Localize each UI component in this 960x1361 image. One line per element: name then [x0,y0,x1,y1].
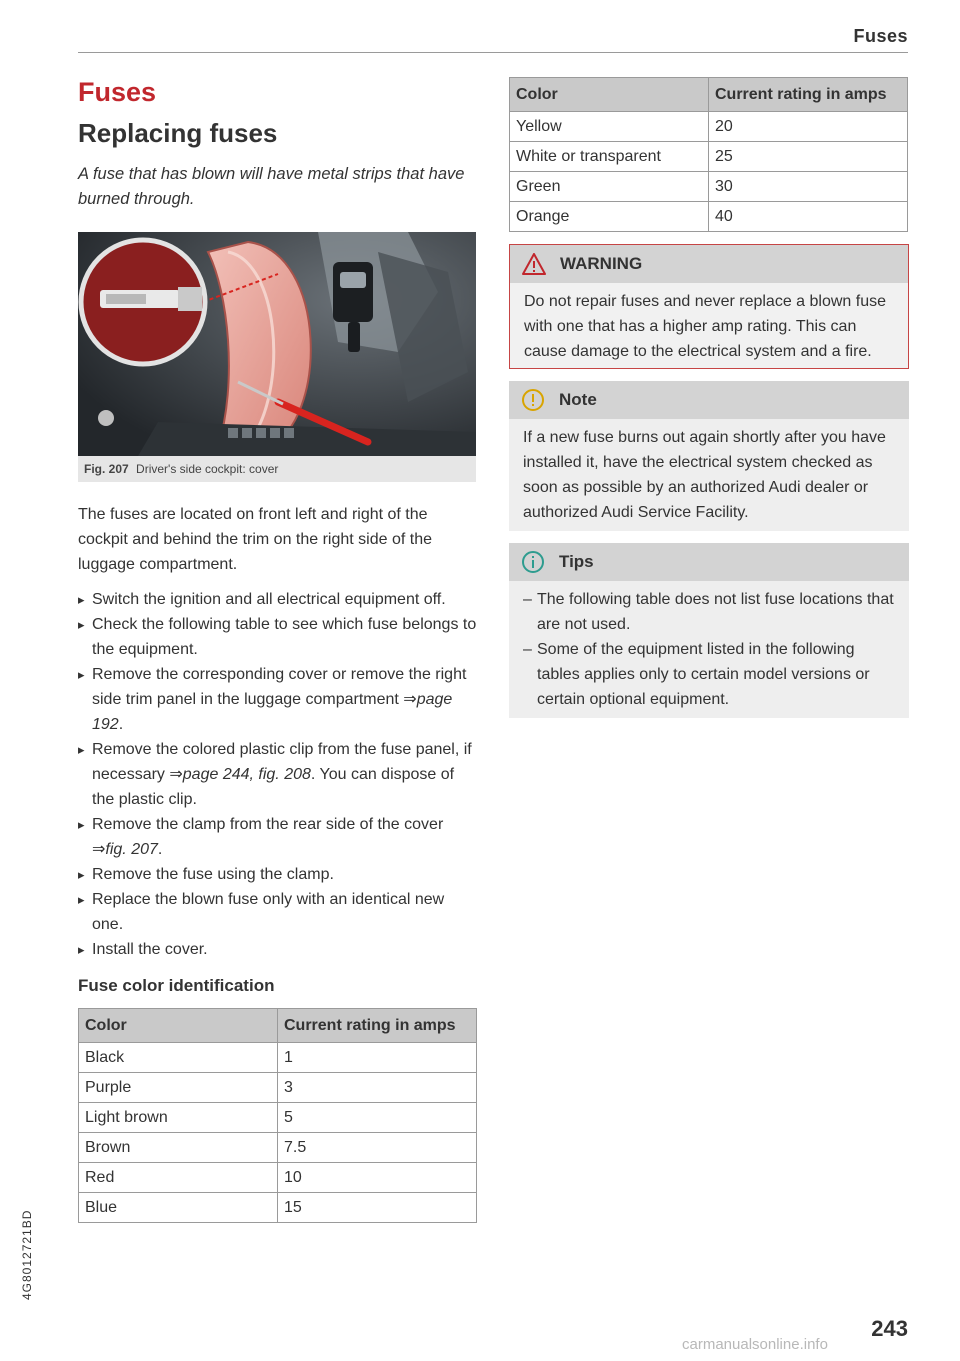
figure-label: Fig. 207 [84,462,129,476]
chapter-title: Fuses [78,77,157,107]
header-rule [78,52,908,53]
table-row: White or transparent 25 [510,142,908,172]
table-header-row [510,78,908,112]
figure-caption-text: Driver's side cockpit: cover [136,462,279,476]
table-row: Orange 40 [510,202,908,232]
lead-text: A fuse that has blown will have metal strips that have burned through. [78,165,465,208]
section-title: Replacing fuses [78,118,278,148]
figure-link[interactable]: ⇒fig. 207 [92,841,158,858]
table-row: Yellow 20 [510,112,908,142]
cockpit-cover-illustration [78,232,476,456]
tips-list [523,587,895,712]
fuse-table-title: Fuse color identification [78,976,275,995]
step-item: ▸ Replace the blown fuse only with an identical new one. [78,887,478,937]
column-header-rating: Current rating in amps [709,78,908,112]
figure-caption [78,456,476,482]
note-header [509,381,909,419]
step-item: ▸ Switch the ignition and all electrical equipment off. [78,587,478,612]
figure-207 [78,232,476,482]
tips-box [509,543,909,718]
intro-paragraph: The fuses are located on front left and right of the cockpit and behind the trim on the right side of the luggage compartment. [78,506,432,573]
warning-box [509,244,909,369]
column-header-color: Color [510,78,709,112]
table-row: Blue 15 [79,1193,477,1223]
step-item: ▸ Remove the colored plastic clip from the fuse panel, if necessary ⇒page 244, fig. 208. You can dispose of the plastic clip. [78,737,478,812]
table-row: Black 1 [79,1043,477,1073]
page-number: 243 [871,1316,908,1341]
warning-text: Do not repair fuses and never replace a blown fuse with one that has a higher amp rating. This can cause damage to the electrical system and a fire. [510,283,908,368]
exclamation-circle-icon [521,388,545,412]
table-row: Purple 3 [79,1073,477,1103]
column-header-color: Color [79,1009,278,1043]
left-column [78,76,478,1223]
note-box [509,381,909,531]
step-item: ▸ Install the cover. [78,937,478,962]
warning-header [510,245,908,283]
note-text: If a new fuse burns out again shortly after you have installed it, have the electrical system checked as soon as possible by an authorized Audi dealer or authorized Audi Service Facility. [509,419,909,531]
column-header-rating: Current rating in amps [278,1009,477,1043]
table-row: Green 30 [510,172,908,202]
page-link[interactable]: ⇒page 192 [92,691,453,733]
table-row: Light brown 5 [79,1103,477,1133]
table-row: Red 10 [79,1163,477,1193]
step-item: ▸ Remove the clamp from the rear side of the cover ⇒fig. 207. [78,812,478,862]
watermark-text: carmanualsonline.info [682,1336,828,1353]
step-item: ▸ Check the following table to see which fuse belongs to the equipment. [78,612,478,662]
page-link[interactable]: ⇒page 244, fig. 208 [169,766,311,783]
running-head: Fuses [853,26,908,46]
step-list [78,587,478,962]
document-code: 4G8012721BD [20,1209,34,1300]
step-item: ▸ Remove the fuse using the clamp. [78,862,478,887]
note-title: Note [559,390,597,409]
fuse-color-table [78,1008,477,1223]
list-item: – Some of the equipment listed in the following tables applies only to certain model versions or certain optional equipment. [523,637,895,712]
warning-triangle-icon [522,253,546,275]
fuse-color-table-continued [509,77,908,232]
tips-title: Tips [559,552,594,571]
step-item: ▸ Remove the corresponding cover or remove the right side trim panel in the luggage compartment ⇒page 192. [78,662,478,737]
right-column [509,77,909,718]
warning-title: WARNING [560,254,643,273]
list-item: – The following table does not list fuse locations that are not used. [523,587,895,637]
tips-body [509,581,909,718]
table-header-row [79,1009,477,1043]
table-row: Brown 7.5 [79,1133,477,1163]
info-circle-icon [521,550,545,574]
tips-header [509,543,909,581]
